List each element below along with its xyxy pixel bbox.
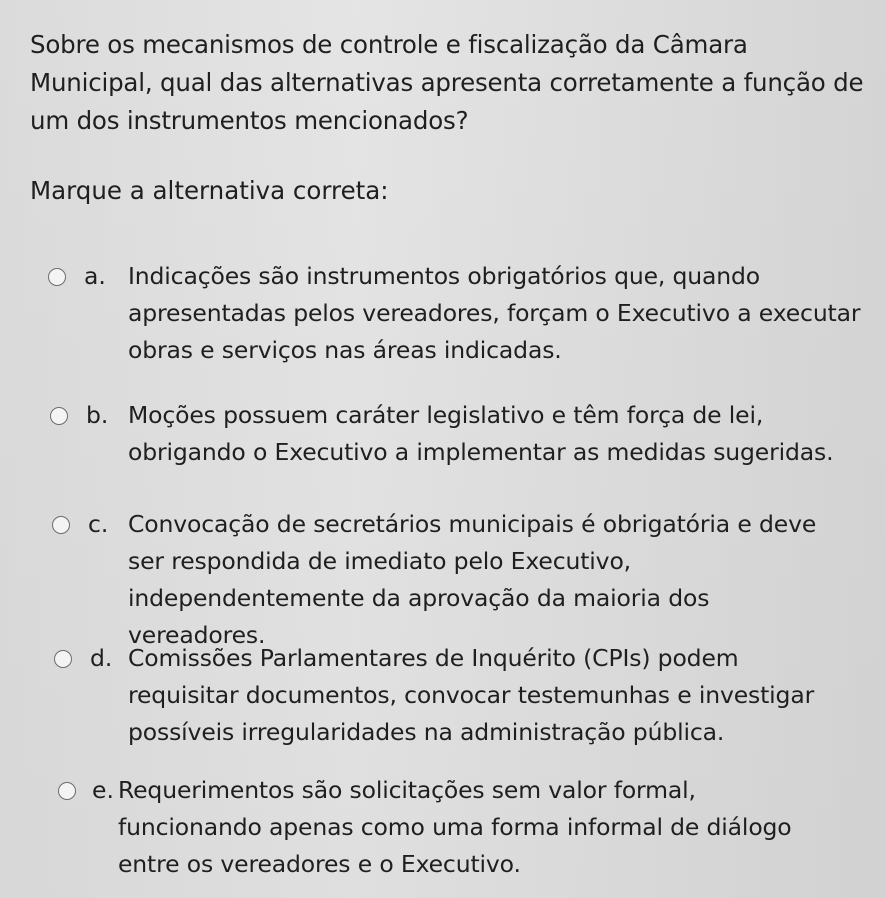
option-a-text: Indicações são instrumentos obrigatórios que, quando apresentadas pelos vereadores, forçam o Executivo a executar obras e serviços nas áreas indicadas. — [128, 262, 861, 364]
radio-option-a[interactable] — [48, 268, 66, 286]
radio-option-d[interactable] — [54, 650, 72, 668]
radio-option-c[interactable] — [52, 516, 70, 534]
option-a-letter: a. — [84, 262, 106, 290]
question-prompt: Marque a alternativa correta: — [30, 176, 389, 205]
option-c-text: Convocação de secretários municipais é obrigatória e deve ser respondida de imediato pelo Executivo, independentemente da aprovação da maioria dos vereadores. — [128, 510, 817, 649]
option-d-text: Comissões Parlamentares de Inquérito (CPIs) podem requisitar documentos, convocar testemunhas e investigar possíveis irregularidades na administração pública. — [128, 644, 815, 746]
option-b-text: Moções possuem caráter legislativo e têm força de lei, obrigando o Executivo a implementar as medidas sugeridas. — [128, 401, 834, 466]
option-e-text: Requerimentos são solicitações sem valor formal, funcionando apenas como uma forma informal de diálogo entre os vereadores e o Executivo. — [118, 776, 792, 878]
question-text: Sobre os mecanismos de controle e fiscalização da Câmara Municipal, qual das alternativas apresenta corretamente a função de um dos instrumentos mencionados? — [30, 30, 864, 135]
radio-option-b[interactable] — [50, 407, 68, 425]
option-b-letter: b. — [86, 401, 109, 429]
option-c-letter: c. — [88, 510, 109, 538]
option-e-letter: e. — [92, 776, 114, 804]
radio-option-e[interactable] — [58, 782, 76, 800]
option-d-letter: d. — [90, 644, 113, 672]
